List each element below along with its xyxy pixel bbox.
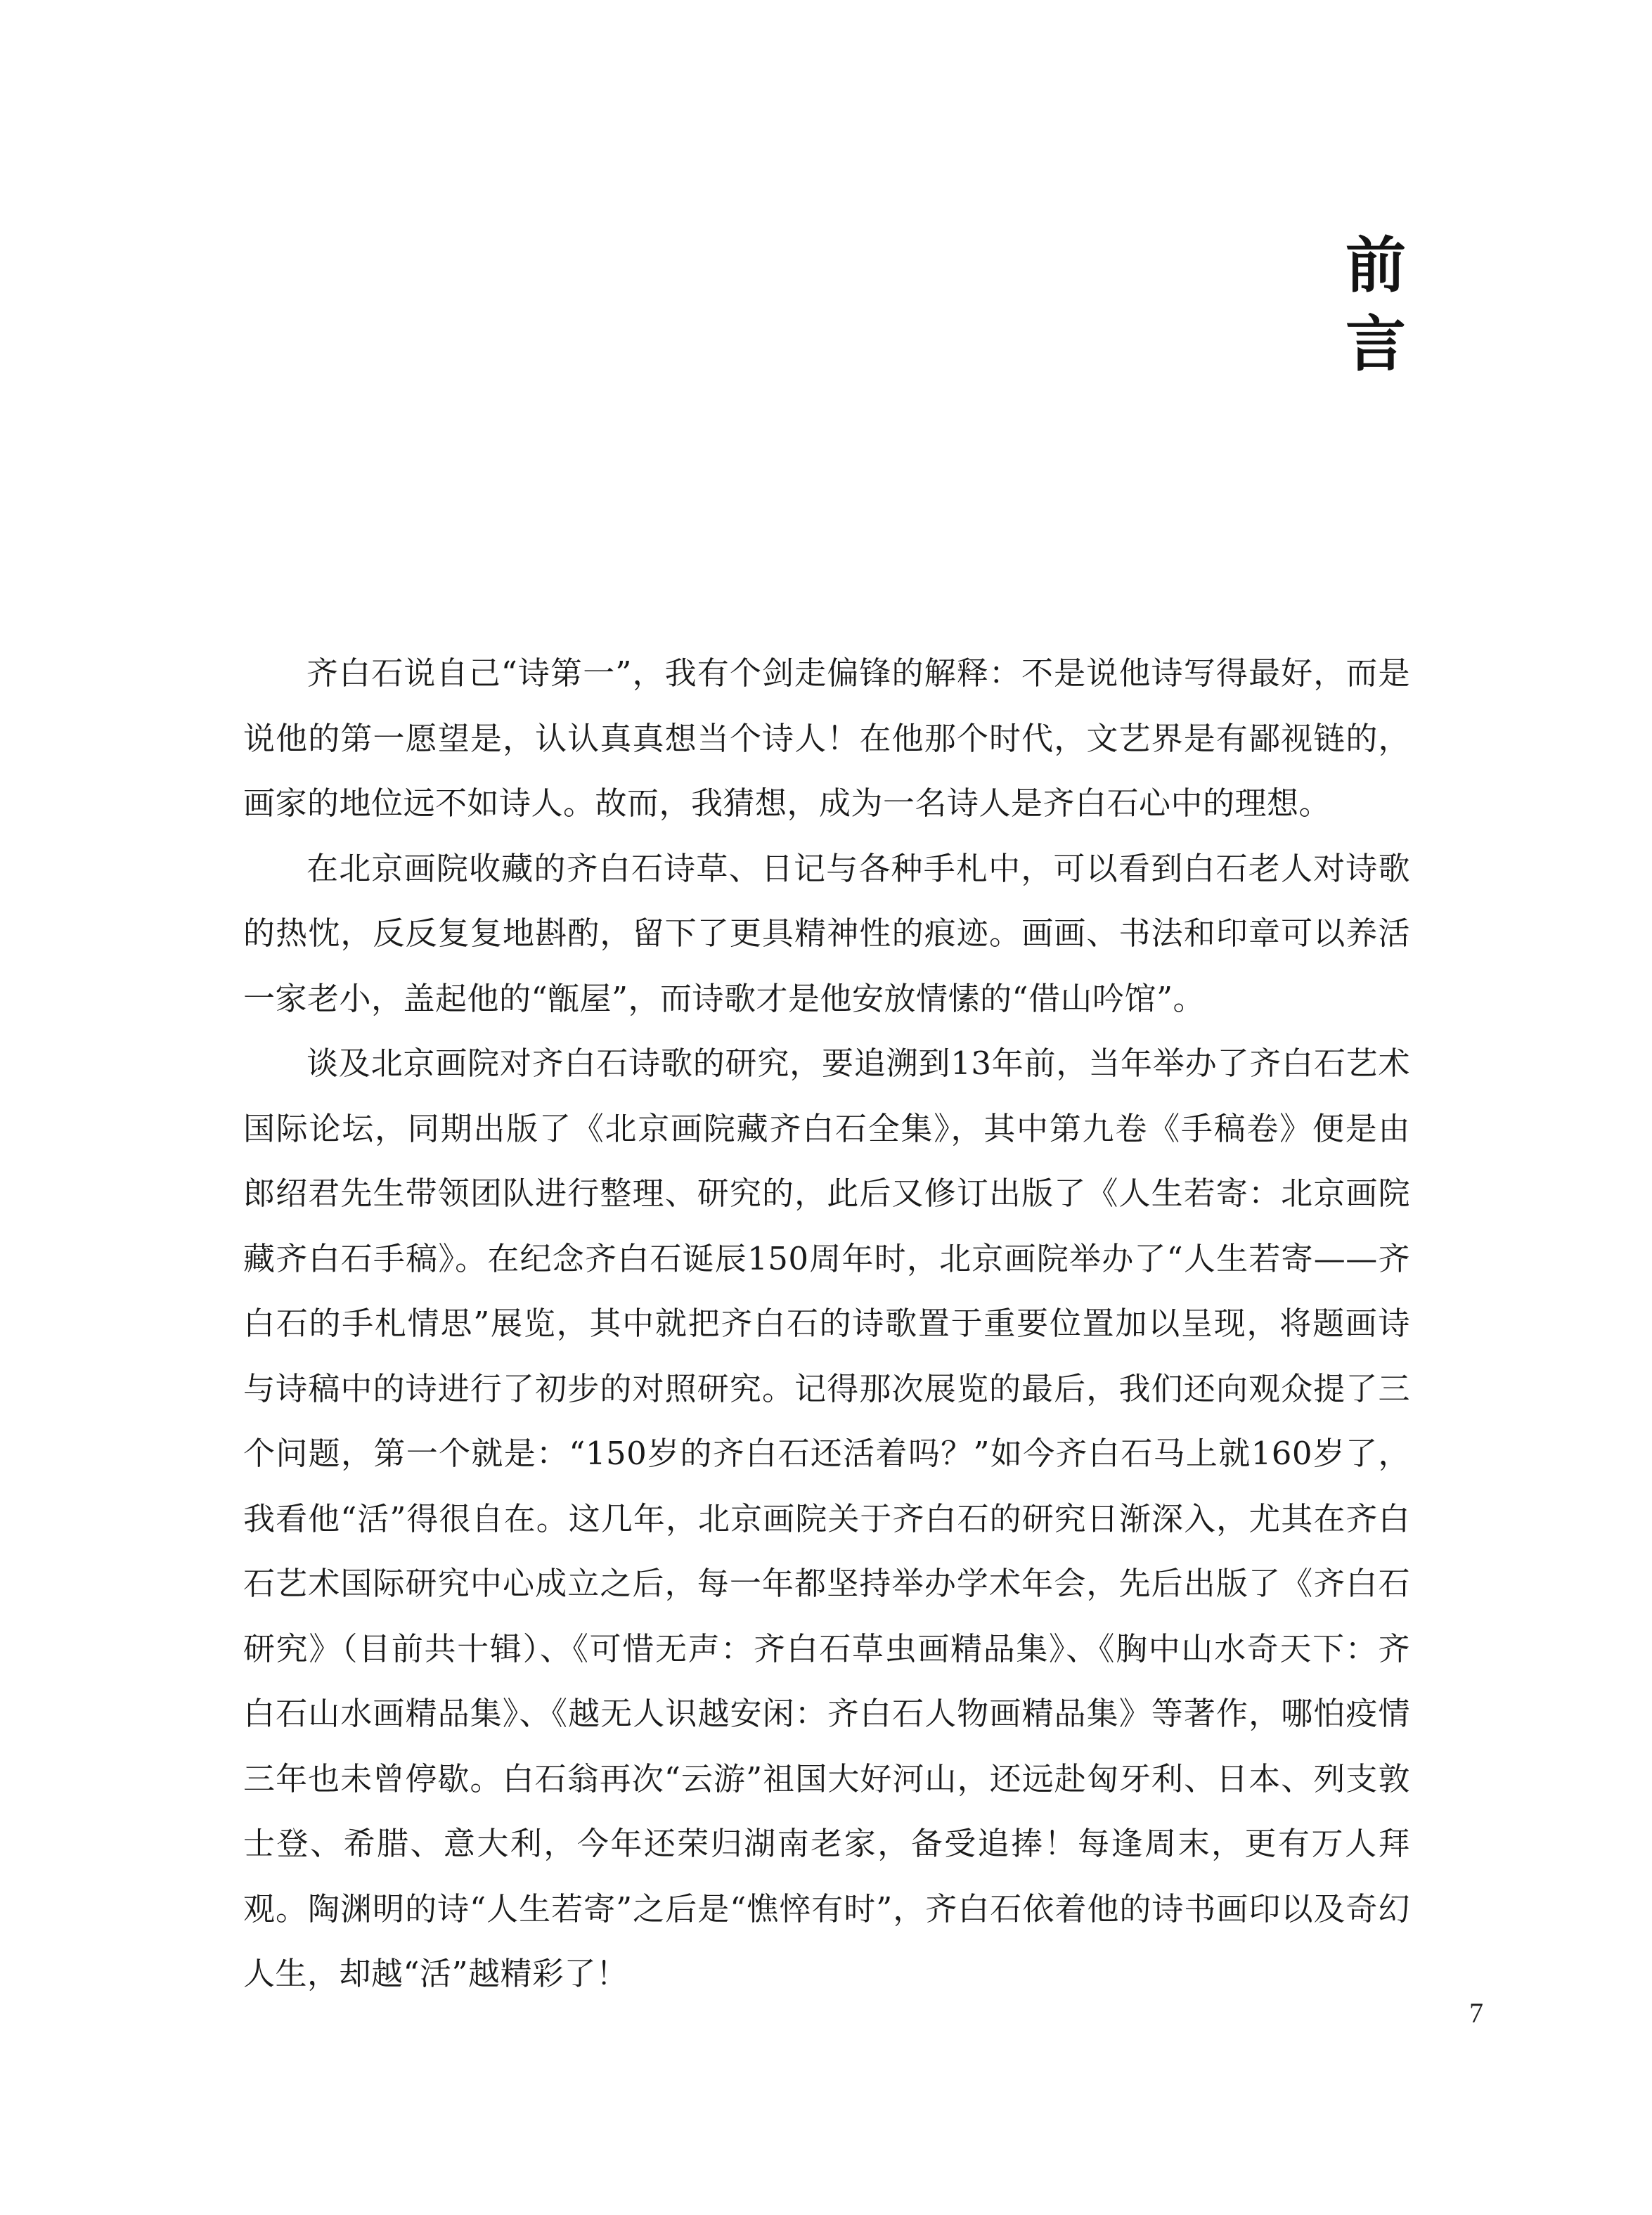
paragraph-2: 在北京画院收藏的齐白石诗草、日记与各种手札中，可以看到白石老人对诗歌的热忱，反反复复地斟酌，留下了更具精神性的痕迹。画画、书法和印章可以养活一家老小，盖起他的“甑屋”，而诗歌才是他安放情愫的“借山吟馆”。	[243, 849, 1410, 1017]
page-number: 7	[1469, 1997, 1483, 2029]
page-title-char-1: 前	[1346, 231, 1406, 301]
paragraph-1: 齐白石说自己“诗第一”，我有个剑走偏锋的解释：不是说他诗写得最好，而是说他的第一愿望是，认认真真想当个诗人！在他那个时代，文艺界是有鄙视链的，画家的地位远不如诗人。故而，我猜想，成为一名诗人是齐白石心中的理想。	[243, 654, 1410, 822]
body-text	[243, 641, 1410, 2007]
page-title	[1337, 226, 1414, 384]
paragraph-3: 谈及北京画院对齐白石诗歌的研究，要追溯到13年前，当年举办了齐白石艺术国际论坛，同期出版了《北京画院藏齐白石全集》，其中第九卷《手稿卷》便是由郎绍君先生带领团队进行整理、研究的，此后又修订出版了《人生若寄：北京画院藏齐白石手稿》。在纪念齐白石诞辰150周年时，北京画院举办了“人生若寄——齐白石的手札情思”展览，其中就把齐白石的诗歌置于重要位置加以呈现，将题画诗与诗稿中的诗进行了初步的对照研究。记得那次展览的最后，我们还向观众提了三个问题，第一个就是：“150岁的齐白石还活着吗？”如今齐白石马上就160岁了，我看他“活”得很自在。这几年，北京画院关于齐白石的研究日渐深入，尤其在齐白石艺术国际研究中心成立之后，每一年都坚持举办学术年会，先后出版了《齐白石研究》（目前共十辑）、《可惜无声：齐白石草虫画精品集》、《胸中山水奇天下：齐白石山水画精品集》、《越无人识越安闲：齐白石人物画精品集》等著作，哪怕疫情三年也未曾停歇。白石翁再次“云游”祖国大好河山，还远赴匈牙利、日本、列支敦士登、希腊、意大利，今年还荣归湖南老家，备受追捧！每逢周末，更有万人拜观。陶渊明的诗“人生若寄”之后是“憔悴有时”，齐白石依着他的诗书画印以及奇幻人生，却越“活”越精彩了！	[243, 1045, 1410, 1992]
page-title-char-2: 言	[1346, 309, 1406, 380]
